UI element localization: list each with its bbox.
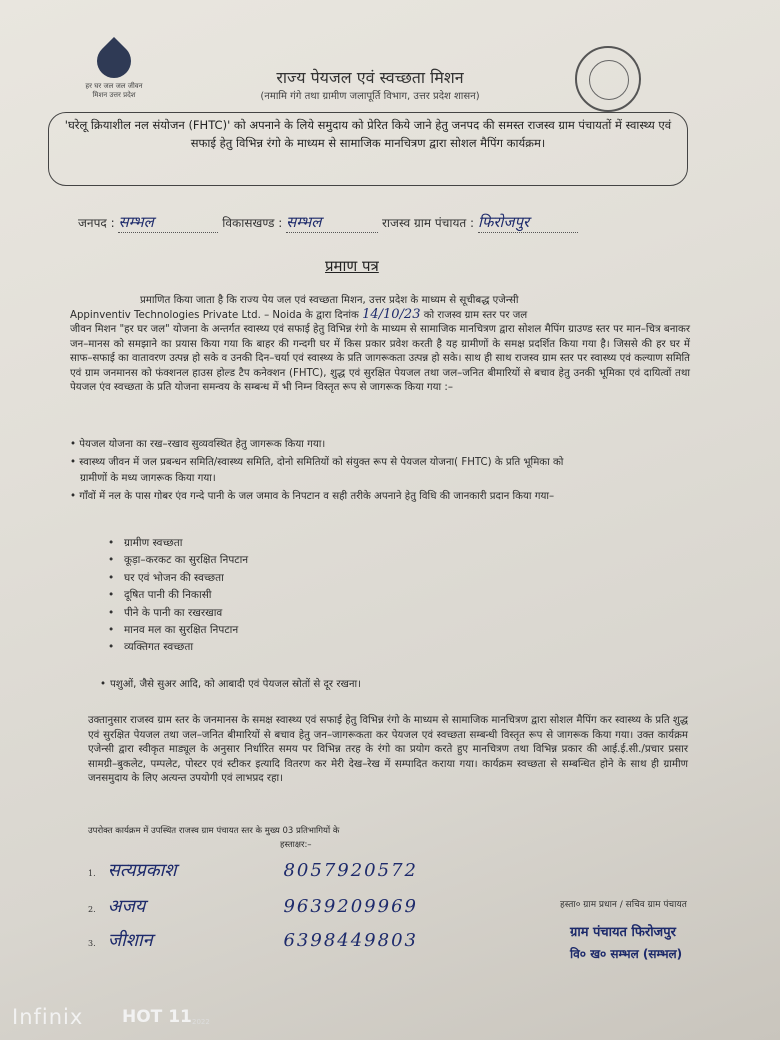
- stamp-block-name: वि० ख० सम्भल (सम्भल): [570, 947, 683, 961]
- jal-jeevan-mission-logo: [84, 44, 144, 100]
- page-subtitle: (नमामि गंगे तथा ग्रामीण जलापूर्ति विभाग, उत्तर प्रदेश शासन): [260, 91, 480, 102]
- certificate-para2: उक्तानुसार राजस्व ग्राम स्तर के जनमानस के समक्ष स्वास्थ्य एवं सफाई हेतु विभिन्न रंगो के माध्यम से सामाजिक मानचित्रण द्वारा सोशल मैपिंग कर स्वास्थ्य के प्रति शुद्ध एवं सुरक्षित पेयजल तथा जल–जनित बीमारियों से बचाव हेतु जन–जागरूकता कर पेयजल एवं स्वच्छता सम्बन्धी विस्तृत रूप से जागरूक किया गया। उक्त कार्यक्रम एजेन्सी द्वारा स्वीकृत माड्यूल के अनुसार निर्धारित समय पर विभिन्न तरह के रंगो का प्रयोग करते हुए मानचित्रण तथा विभिन्न प्रकार की आई.ई.सी./प्रचार प्रसार सामग्री–बुकलेट, पम्पलेट, पोस्टर एवं स्टीकर इत्यादि वितरण कर मेरी देख–रेख में सम्पादित कराया गया। कार्यक्रम स्वच्छता से सम्बन्धित होने के साथ ही ग्रामीण जनसमुदाय के लिए अत्यन्त उपयोगी एवं लाभप्रद रहा।: [88, 715, 688, 785]
- certificate-para1-b: Appinventiv Technologies Private Ltd. – Noida के द्वारा दिनांक: [70, 310, 359, 321]
- stamp-panchayat-name: ग्राम पंचायत फिरोजपुर: [570, 925, 676, 940]
- participants-heading-b: हस्ताक्षर:–: [280, 840, 312, 850]
- water-drop-icon: [90, 37, 138, 85]
- animals-line-text: पशुओं, जैसे सुअर आदि, को आबादी एवं पेयजल स्रोतों से दूर रखना।: [110, 679, 361, 690]
- bullet-waste-disposal: • गाँवों में नल के पास गोबर एंव गन्दे पानी के जल जमाव के निपटान व सही तरीके अपनाने हेतु विधि की जानकारी प्रदान किया गया–: [70, 491, 555, 502]
- participant-signature: अजय: [107, 896, 146, 917]
- participant-phone: 9639209969: [283, 896, 418, 917]
- sanitation-topics-list: [108, 536, 248, 658]
- participant-phone: 6398449803: [283, 930, 418, 951]
- certificate-para1-a: प्रमाणित किया जाता है कि राज्य पेय जल एवं स्वच्छता मिशन, उत्तर प्रदेश के माध्यम से सूचीबद्ध एजेन्सी: [140, 295, 519, 306]
- bullet-committee-a: • स्वास्थ्य जीवन में जल प्रबन्धन समिति/स्वास्थ्य समिति, दोनो समितियों को संयुक्त रूप से पेयजल योजना( FHTC) के प्रति भूमिका को: [70, 457, 564, 468]
- list-item: • कूड़ा–करकट का सुरक्षित निपटान: [108, 553, 248, 570]
- bullet-committee-b: ग्रामीणों के मध्य जागरूक किया गया।: [80, 473, 216, 484]
- camera-watermark-brand: Infinix: [12, 1005, 84, 1029]
- list-item: • दूषित पानी की निकासी: [108, 588, 248, 605]
- page-title: राज्य पेयजल एवं स्वच्छता मिशन: [276, 68, 464, 87]
- certificate-para1-b-line: [70, 308, 690, 324]
- certificate-date: 14/10/23: [362, 307, 421, 322]
- certificate-para1-c: को राजस्व ग्राम स्तर पर जल: [423, 310, 528, 321]
- animals-line: • पशुओं, जैसे सुअर आदि, को आबादी एवं पेयजल स्रोतों से दूर रखना।: [100, 679, 361, 690]
- participants-heading-a: उपरोक्त कार्यक्रम में उपस्थित राजस्व ग्राम पंचायत स्तर के मुख्य 03 प्रतिभागियों के: [88, 826, 340, 836]
- district-value: सम्भल: [118, 212, 218, 233]
- up-government-seal-icon: [575, 46, 641, 112]
- district-label: जनपद :: [78, 216, 115, 230]
- participant-signature: जीशान: [107, 930, 153, 951]
- list-item: • व्यक्तिगत स्वच्छता: [108, 640, 248, 657]
- camera-watermark-model: HOT 11: [122, 1007, 192, 1027]
- list-item: • मानव मल का सुरक्षित निपटान: [108, 623, 248, 640]
- camera-watermark-year: 2022: [192, 1018, 210, 1026]
- program-banner: 'घरेलू क्रियाशील नल संयोजन (FHTC)' को अपनाने के लिये समुदाय को प्रेरित किये जाने हेतु जनपद की समस्त राजस्व ग्राम पंचायतों में स्वास्थ्य एवं सफाई हेतु विभिन्न रंगो के माध्यम से सामाजिक मानचित्रण द्वारा सोशल मैपिंग कार्यक्रम।: [48, 112, 688, 186]
- certificate-para1-d: जीवन मिशन "हर घर जल" योजना के अन्तर्गत स्वास्थ्य एवं सफाई हेतु विभिन्न रंगो के माध्यम से सामाजिक मानचित्रण द्वारा सोशल मैपिंग ग्राउण्ड स्तर पर मान–चित्र बनाकर जन–मानस को समझाने का प्रयास किया गया कि बाहर की गन्दगी घर में किस प्रकार प्रवेश करती है यह ग्रामीणों के समक्ष प्रदर्शित किया गया है। जिससे की हर घर में साफ–सफाई का वातावरण उत्पन्न हो सके व उनकी दिन–चर्या एवं स्वास्थ्य के प्रति जागरूकता उत्पन्न हो सके। साथ ही साथ राजस्व ग्राम स्तर पर स्वास्थ्य एवं कल्याण समिति एवं ग्राम जनमानस को फंक्शनल हाउस होल्ड टैप कनेक्शन (FHTC), शुद्ध एवं सुरक्षित पेयजल तथा जल–जनित बीमारियों से बचाव हेतु उनकी भूमिका एवं दायित्वों तथा पेयजल एंव स्वच्छता के प्रति योजना समन्वय के सम्बन्ध में भी निम्न विस्तृत रूप से जागरूक किया गया :–: [70, 324, 690, 394]
- logo-left-caption: हर घर जल जल जीवन मिशन उत्तर प्रदेश: [85, 82, 143, 99]
- list-item: • ग्रामीण स्वच्छता: [108, 536, 248, 553]
- bullet-maintenance: • पेयजल योजना का रख–रखाव सुव्यवस्थित हेतु जागरूक किया गया।: [70, 439, 326, 450]
- panchayat-label: राजस्व ग्राम पंचायत :: [381, 216, 475, 230]
- stamp-official-title: हस्ता० ग्राम प्रधान / सचिव ग्राम पंचायत: [560, 900, 687, 910]
- list-item: • पीने के पानी का रखरखाव: [108, 606, 248, 623]
- participant-phone: 8057920572: [283, 860, 418, 881]
- participant-signature: सत्यप्रकाश: [107, 860, 177, 881]
- participant-row: 1. सत्यप्रकाश 8057920572: [88, 860, 418, 881]
- panchayat-value: फिरोजपुर: [478, 212, 578, 233]
- block-value: सम्भल: [286, 212, 378, 233]
- list-item: • घर एवं भोजन की स्वच्छता: [108, 571, 248, 588]
- certificate-title: प्रमाण पत्र: [325, 257, 379, 275]
- participant-row: 2. अजय 9639209969: [88, 896, 418, 917]
- participant-row: 3. जीशान 6398449803: [88, 930, 418, 951]
- location-fields: [78, 212, 698, 233]
- block-label: विकासखण्ड :: [222, 216, 283, 230]
